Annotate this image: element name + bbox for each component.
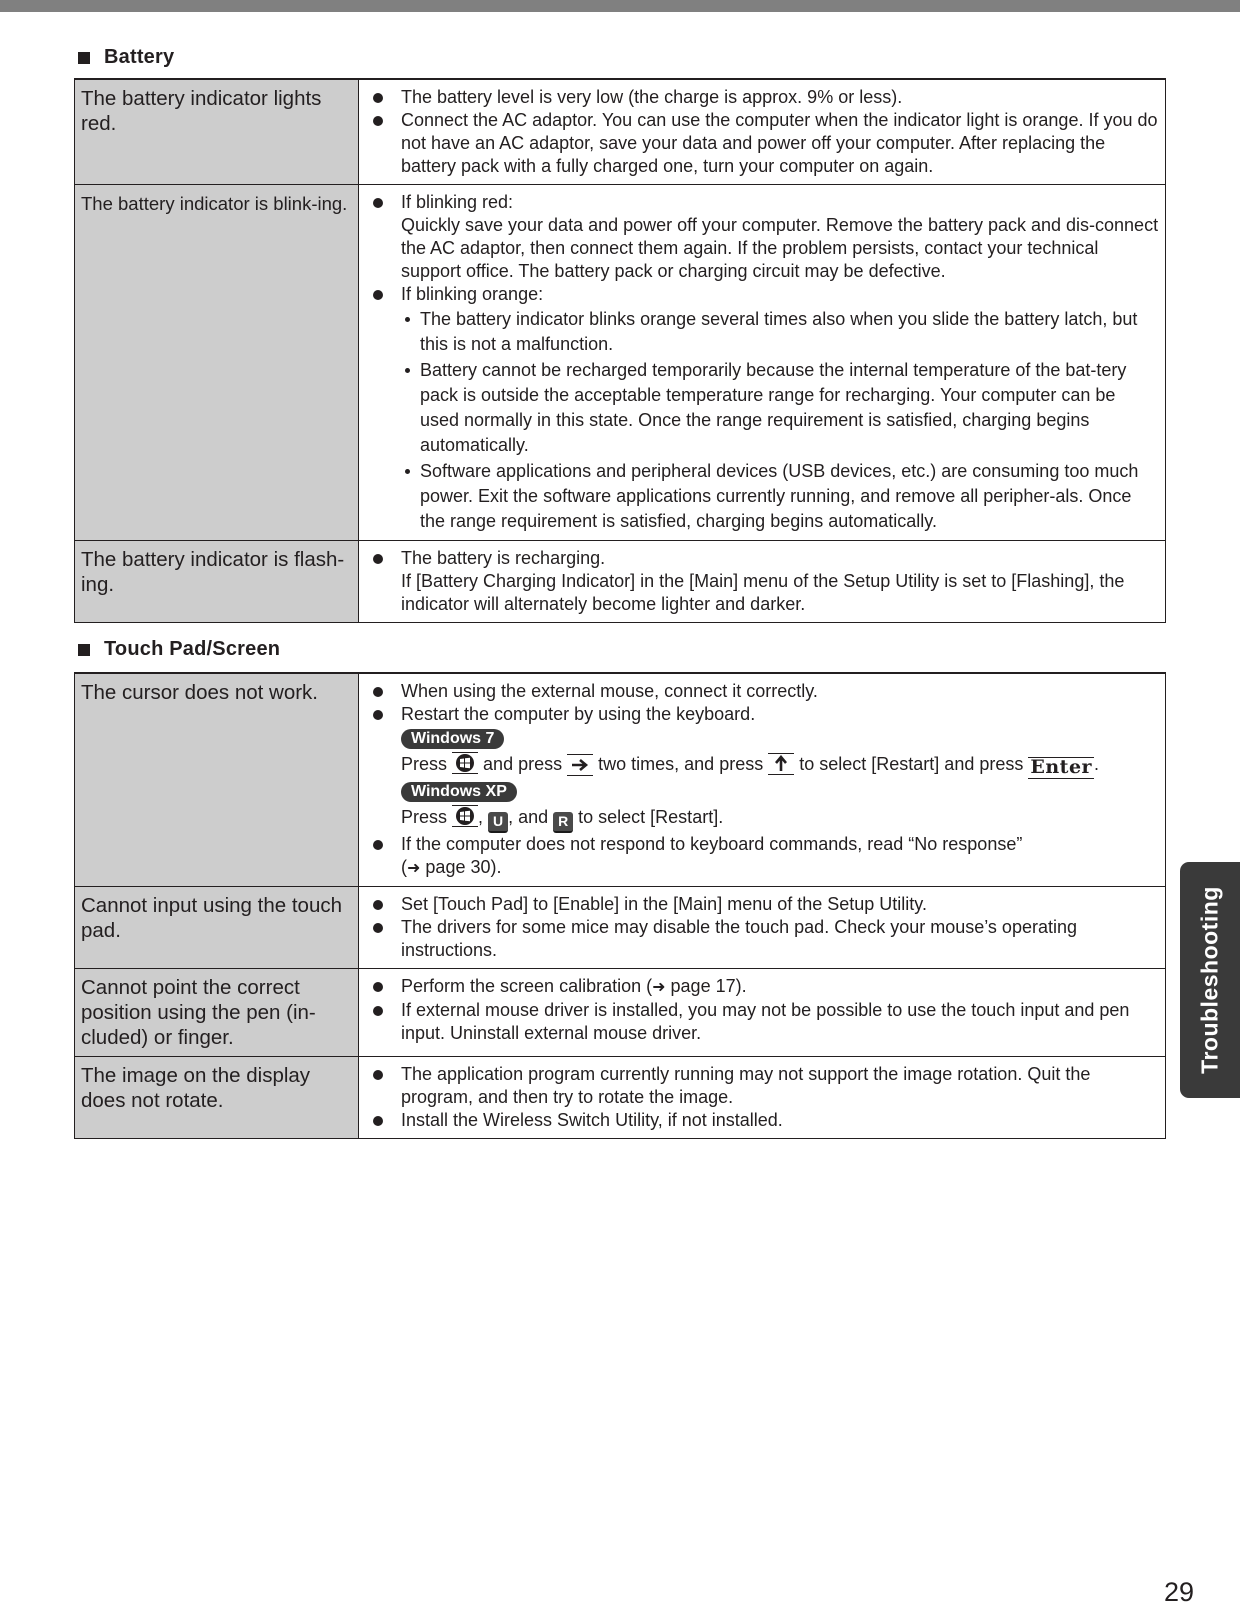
bullet-text: Perform the screen calibration ( [401,975,653,996]
table-row [75,1056,1166,1138]
bullet-item: If external mouse driver is installed, you may not be possible to use the touch input and pen input. Uninstall external mouse driver. [365,999,1159,1045]
bullet-item: When using the external mouse, connect it correctly. [365,680,1159,703]
xp-block [365,779,1159,804]
touch-table [74,672,1166,1139]
enter-key-icon: Enter [1030,756,1093,778]
solution-cell [359,886,1166,968]
symptom-cell: The cursor does not work. [75,673,359,886]
windows-xp-badge: Windows XP [401,782,517,802]
instruction-text: , and [508,806,549,827]
instruction-text: and press [483,754,563,774]
bullet-item: Install the Wireless Switch Utility, if not installed. [365,1109,1159,1132]
sub-bullet-item: Software applications and peripheral devices (USB devices, etc.) are consuming too much power. Exit the software applications currently running, and remove all peripher-als. Once the range requirement is satisfied, charging begins automatically. [365,459,1159,534]
instruction-text: to select [Restart]. [578,806,724,827]
touch-heading [78,638,280,661]
bullet-item: Set [Touch Pad] to [Enable] in the [Main] menu of the Setup Utility. [365,893,1159,916]
page-ref-text: page 30). [425,856,502,877]
battery-table [74,78,1166,623]
windows-key-icon [452,805,478,827]
instruction-text: . [1094,754,1100,774]
bullet-item: Connect the AC adaptor. You can use the computer when the indicator light is orange. If you do not have an AC adaptor, save your data and power off your computer. After replacing the battery pack with a fully charged one, turn your computer on again. [365,109,1159,178]
solution-cell [359,541,1166,623]
side-tab-label: Troubleshooting [1196,886,1223,1074]
xp-instruction [365,804,1159,833]
table-row [75,79,1166,185]
u-key-icon: U [488,812,508,833]
bullet-item: The drivers for some mice may disable the touch pad. Check your mouse’s operating instructions. [365,916,1159,962]
bullet-item [365,975,1159,999]
table-row [75,968,1166,1056]
sub-bullet-item: Battery cannot be recharged temporarily because the internal temperature of the bat-tery pack is outside the acceptable temperature range for recharging. Your computer can be used normally in this state. Once the range requirement is satisfied, charging begins automatically. [365,358,1159,458]
bullet-item: The battery level is very low (the charge is approx. 9% or less). [365,86,1159,109]
bullet-item: If blinking red: [365,191,1159,214]
win7-block [365,726,1159,751]
battery-heading [78,46,174,69]
instruction-text: two times, and press [598,754,764,774]
windows-key-icon [452,752,478,774]
square-bullet-icon [78,644,90,656]
symptom-cell: Cannot point the correct position using the pen (in-cluded) or finger. [75,968,359,1056]
symptom-cell: The image on the display does not rotate. [75,1056,359,1138]
instruction-text: Press [401,806,448,827]
square-bullet-icon [78,52,90,64]
page-ref-text: page 17). [670,975,747,996]
table-row [75,673,1166,886]
bullet-text: Quickly save your data and power off your computer. Remove the battery pack and dis-connect the AC adaptor, then connect them again. If the problem persists, contact your technical support office. The battery pack or charging circuit may be defective. [401,215,1159,281]
win7-instruction [365,751,1159,779]
solution-cell [359,673,1166,886]
instruction-text: Press [401,754,448,774]
windows-7-badge: Windows 7 [401,729,504,749]
symptom-cell: Cannot input using the touch pad. [75,886,359,968]
page-reference: (➜ page 30). [401,856,502,877]
right-arrow-key-icon [567,754,593,776]
table-row [75,185,1166,541]
bullet-item: The battery is recharging. [365,547,1159,570]
table-row [75,541,1166,623]
r-key-icon: R [553,812,573,833]
bullet-item: If the computer does not respond to keyboard commands, read “No response” [365,833,1159,856]
arrow-right-icon: ➜ [407,859,421,877]
arrow-right-icon: ➜ [652,978,666,996]
symptom-cell: The battery indicator is blink-ing. [75,185,359,541]
top-bar [0,0,1240,12]
up-arrow-key-icon [768,753,794,775]
table-row [75,886,1166,968]
solution-cell [359,185,1166,541]
solution-cell [359,79,1166,185]
bullet-item: The application program currently running may not support the image rotation. Quit the program, and then try to rotate the image. [365,1063,1159,1109]
solution-cell [359,1056,1166,1138]
bullet-item: Restart the computer by using the keyboard. [365,703,1159,726]
section-side-tab [1180,862,1240,1098]
page-number: 29 [1164,1577,1195,1607]
touch-heading-text: Touch Pad/Screen [104,638,281,660]
symptom-cell: The battery indicator lights red. [75,79,359,185]
instruction-text: , [478,806,484,827]
bullet-text: If [Battery Charging Indicator] in the [Main] menu of the Setup Utility is set to [Flashing], the indicator will alternately become lighter and darker. [401,571,1125,614]
symptom-cell: The battery indicator is flash-ing. [75,541,359,623]
instruction-text: to select [Restart] and press [799,754,1024,774]
bullet-item: If blinking orange: [365,283,1159,306]
sub-bullet-item: The battery indicator blinks orange several times also when you slide the battery latch, but this is not a malfunction. [365,307,1159,357]
battery-heading-text: Battery [104,46,175,68]
solution-cell [359,968,1166,1056]
